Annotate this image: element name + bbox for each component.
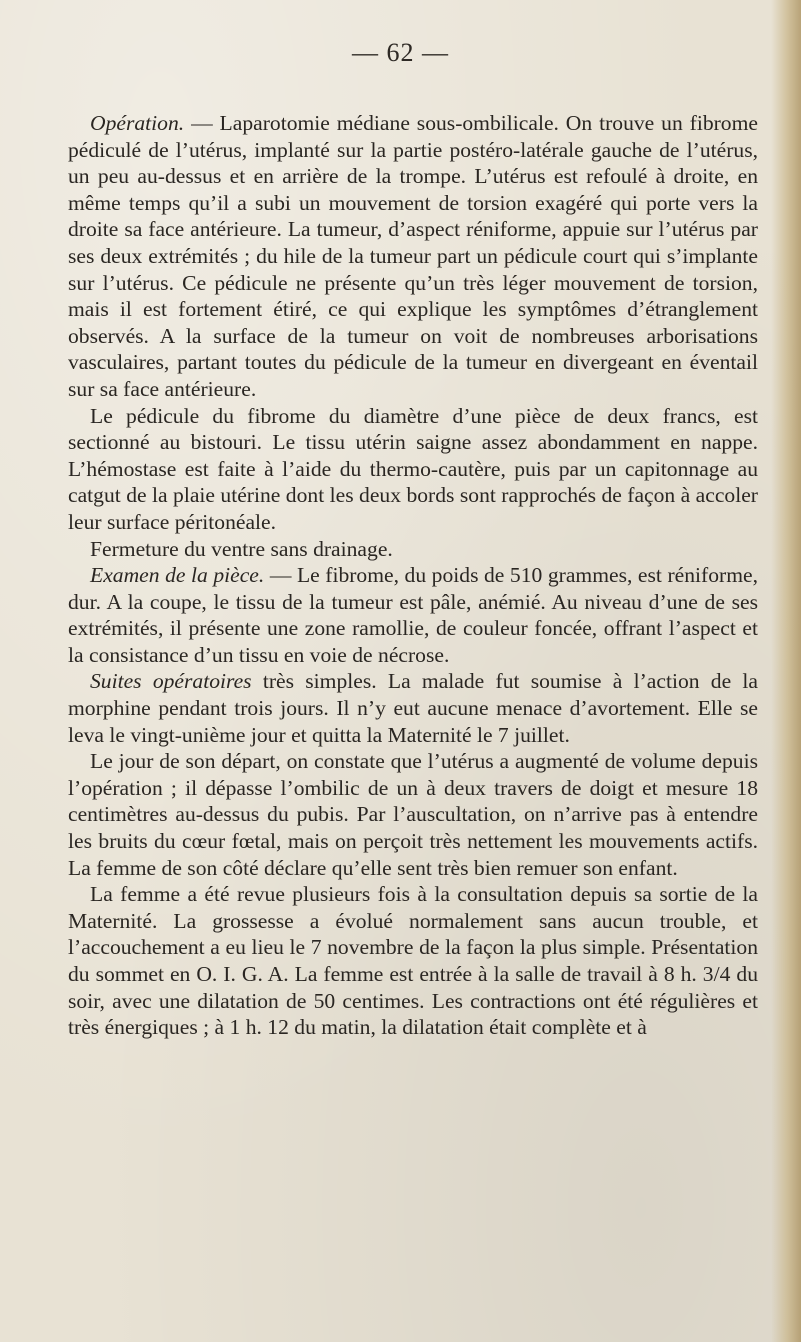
paragraph-text: — Le fibrome, du poids de 510 grammes, est réniforme, dur. A la coupe, le tissu de la tumeur est pâle, anémié. Au niveau d’une de ses extrémités, il présente une zone ramollie, de couleur foncée, offrant l’aspect et la consistance d’un tissu en voie de nécrose. (68, 563, 758, 667)
paragraph-text: La femme a été revue plusieurs fois à la consultation depuis sa sortie de la Maternité. La grossesse a évolué normalement sans aucun trouble, et l’accouchement a eu lieu le 7 novembre de la façon la plus simple. Présentation du sommet en O. I. G. A. La femme est entrée à la salle de travail à 8 h. 3/4 du soir, avec une dilatation de 50 centimes. Les contractions ont été régulières et très énergiques ; à 1 h. 12 du matin, la dilatation était complète et à (68, 882, 758, 1040)
paragraph-lead: Examen de la pièce. (90, 563, 265, 588)
body-text (68, 110, 758, 1041)
page-number: — 62 — (352, 38, 449, 67)
paragraph-pedicule (68, 403, 758, 536)
paragraph-text: Fermeture du ventre sans drainage. (90, 536, 393, 561)
paragraph-depart (68, 748, 758, 881)
paragraph-revue (68, 881, 758, 1041)
paragraph-fermeture (68, 536, 758, 563)
paragraph-examen (68, 562, 758, 668)
paragraph-operation (68, 110, 758, 403)
paragraph-text: — Laparotomie médiane sous-ombilicale. On trouve un fibrome pédiculé de l’utérus, implanté sur la partie postéro-latérale gauche de l’utérus, un peu au-dessus et en arrière de la trompe. L’utérus est refoulé à droite, en même temps qu’il a subi un mouvement de torsion exagéré qui porte vers la droite sa face antérieure. La tumeur, d’aspect réniforme, appuie sur l’utérus par ses deux extrémités ; du hile de la tumeur part un pédicule court qui s’implante sur l’utérus. Ce pédicule ne présente qu’un très léger mouvement de torsion, mais il est fortement étiré, ce qui explique les symptômes d’étranglement observés. A la surface de la tumeur on voit de nombreuses arborisations vasculaires, partant toutes du pédicule de la tumeur en divergeant en éventail sur sa face antérieure. (68, 111, 758, 401)
paragraph-lead: Suites opératoires (90, 669, 252, 694)
page-edge-shadow (771, 0, 801, 1342)
paragraph-lead: Opération. (90, 111, 185, 135)
paragraph-text: Le pédicule du fibrome du diamètre d’une pièce de deux francs, est sectionné au bistouri. Le tissu utérin saigne assez abondamment en nappe. L’hémostase est faite à l’aide du thermo-cautère, puis par un capitonnage au catgut de la plaie utérine dont les deux bords sont rapprochés de façon à accoler leur surface péritonéale. (68, 403, 758, 534)
paragraph-text: Le jour de son départ, on constate que l’utérus a augmenté de volume depuis l’opération ; il dépasse l’ombilic de un à deux travers de doigt et mesure 18 centimètres au-dessus du pubis. Par l’auscultation, on n’arrive pas à entendre les bruits du cœur fœtal, mais on perçoit très nettement les mouvements actifs. La femme de son côté déclare qu’elle sent très bien remuer son enfant. (68, 749, 758, 880)
paragraph-suites (68, 668, 758, 748)
paragraph-text: très simples. La malade fut soumise à l’action de la morphine pendant trois jours. Il n’y eut aucune menace d’avortement. Elle se leva le vingt-unième jour et quitta la Maternité le 7 juillet. (68, 669, 758, 747)
